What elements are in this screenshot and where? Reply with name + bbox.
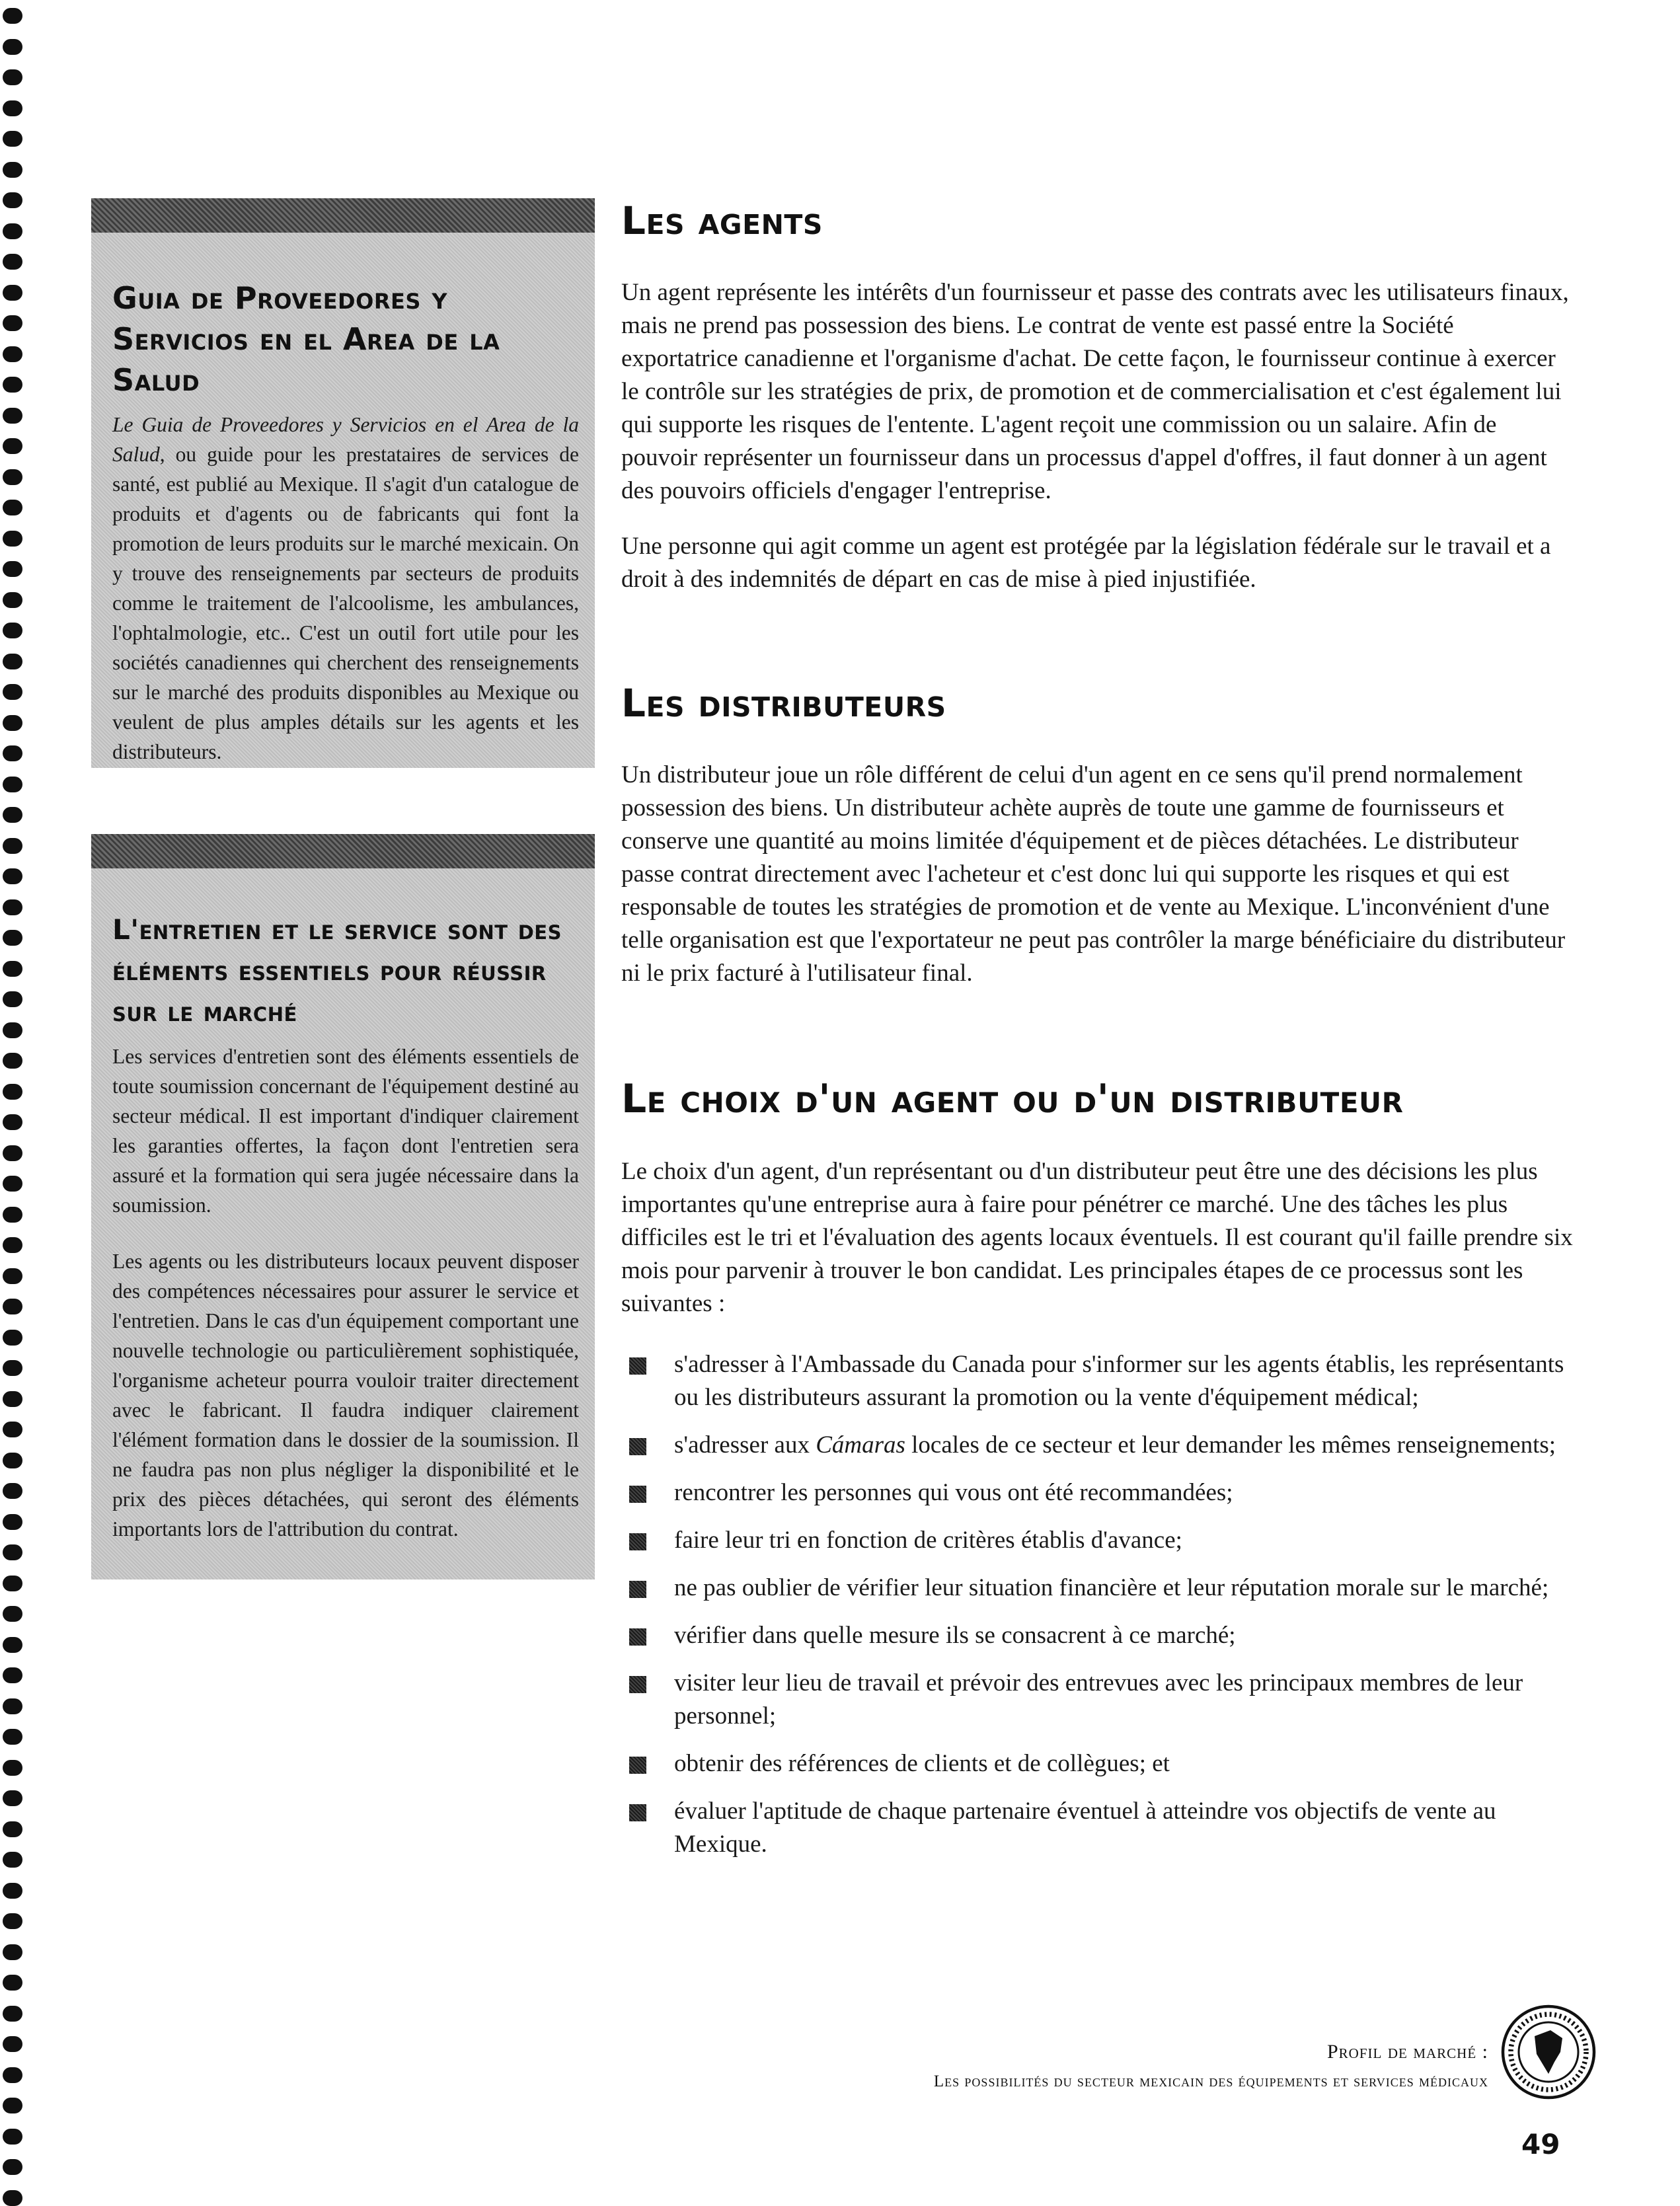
list-item-text: s'adresser aux <box>674 1431 816 1459</box>
binding-hole <box>3 223 22 239</box>
bullet-square-icon <box>629 1581 646 1598</box>
binding-hole <box>3 1268 22 1284</box>
sidebar-header-bar-2 <box>91 834 595 868</box>
binding-hole <box>3 1022 22 1038</box>
section-body-distributeurs <box>621 759 1573 990</box>
list-item <box>621 1795 1586 1861</box>
binding-hole <box>3 1637 22 1653</box>
sidebar-box-entretien <box>91 868 595 1579</box>
sidebar-paragraph: Les services d'entretien sont des éléments essentiels de toute soumission concernant de l'équipement destiné au secteur médical. Il est important d'indiquer clairement les garanties offertes, la façon dont l'entretien sera assuré et la formation qui sera jugée nécessaire dans la soumission. <box>112 1045 579 1217</box>
bullet-square-icon <box>629 1804 646 1821</box>
binding-hole <box>3 1883 22 1899</box>
binding-hole <box>3 500 22 515</box>
list-item <box>621 1619 1586 1652</box>
section-body-choix <box>621 1155 1573 1320</box>
binding-hole <box>3 1084 22 1100</box>
list-item-text: ne pas oublier de vérifier leur situation financière et leur réputation morale sur le marché; <box>674 1574 1549 1601</box>
sidebar-box-body <box>112 410 579 793</box>
sidebar-paragraph <box>112 410 579 767</box>
binding-hole <box>3 469 22 485</box>
binding-hole <box>3 1544 22 1560</box>
binding-hole <box>3 1114 22 1130</box>
footer-series-title: Profil de marché : <box>1326 2041 1488 2063</box>
binding-hole <box>3 162 22 178</box>
binding-hole <box>3 2159 22 2175</box>
sidebar-box-guia <box>91 233 595 768</box>
sidebar-header-bar-1 <box>91 198 595 233</box>
page-number: 49 <box>1521 2128 1560 2160</box>
binding-hole <box>3 1053 22 1069</box>
binding-hole <box>3 1483 22 1499</box>
list-item <box>621 1524 1586 1557</box>
list-item <box>621 1667 1586 1733</box>
binding-hole <box>3 807 22 823</box>
binding-hole <box>3 654 22 669</box>
binding-hole <box>3 899 22 915</box>
list-item <box>621 1572 1586 1605</box>
binding-hole <box>3 623 22 638</box>
binding-hole <box>3 1667 22 1683</box>
steps-list <box>621 1348 1586 1876</box>
binding-hole <box>3 2006 22 2022</box>
binding-hole <box>3 1514 22 1530</box>
binding-hole <box>3 285 22 301</box>
binding-hole <box>3 1790 22 1806</box>
north-america-seal-icon <box>1499 2002 1598 2102</box>
binding-hole <box>3 930 22 946</box>
binding-hole <box>3 1913 22 1929</box>
list-item-text: vérifier dans quelle mesure ils se consacrent à ce marché; <box>674 1622 1236 1649</box>
bullet-square-icon <box>629 1438 646 1455</box>
list-item-italic: Cámaras <box>816 1431 905 1459</box>
sidebar-box-title: L'entretien et le service sont des éléments essentiels pour réussir sur le marché <box>112 913 562 1028</box>
binding-hole <box>3 838 22 854</box>
footer-document-title: Les possibilités du secteur mexicain des équipements et services médicaux <box>933 2073 1488 2090</box>
binding-hole <box>3 1821 22 1837</box>
binding-hole <box>3 408 22 424</box>
binding-hole <box>3 254 22 270</box>
sidebar-paragraph-text: , ou guide pour les prestataires de services de santé, est publié au Mexique. Il s'agit d'un catalogue de produits et d'agents ou de fabricants qui font la promotion de leurs produits sur le marché mexicain. On y trouve des renseignements par secteurs de produits comme le traitement de l'alcoolisme, les ambulances, l'ophtalmologie, etc.. C'est un outil fort utile pour les sociétés canadiennes qui cherchent des renseignements sur le marché des produits disponibles au Mexique ou veulent de plus amples détails sur les agents et les distributeurs. <box>112 443 579 763</box>
sidebar-paragraph: Les agents ou les distributeurs locaux peuvent disposer des compétences nécessaires pour assurer le service et l'entretien. Dans le cas d'un équipement comportant une nouvelle technologie ou particulièrement sophistiquée, l'organisme acheteur pourra vouloir traiter directement avec le fabricant. Il faudra indiquer clairement l'élément formation dans le dossier de la soumission. Il ne faudra pas non plus négliger la disponibilité et le prix des pièces détachées, qui seront des éléments importants lors de l'attribution du contrat. <box>112 1250 579 1540</box>
binding-hole <box>3 100 22 116</box>
binding-hole <box>3 1760 22 1776</box>
binding-hole <box>3 69 22 85</box>
binding-hole <box>3 1360 22 1376</box>
binding-hole <box>3 684 22 700</box>
list-item-text: rencontrer les personnes qui vous ont été recommandées; <box>674 1479 1233 1506</box>
binding-hole <box>3 1576 22 1591</box>
bullet-square-icon <box>629 1486 646 1503</box>
binding-hole <box>3 561 22 577</box>
binding-hole <box>3 1453 22 1468</box>
binding-hole <box>3 1237 22 1253</box>
binding-hole <box>3 8 22 24</box>
paragraph: Une personne qui agit comme un agent est protégée par la législation fédérale sur le travail et a droit à des indemnités de départ en cas de mise à pied injustifiée. <box>621 533 1551 593</box>
binding-hole <box>3 1944 22 1960</box>
binding-hole <box>3 131 22 147</box>
sidebar-box-body <box>112 1042 579 1570</box>
binding-hole <box>3 991 22 1007</box>
binding-hole <box>3 592 22 608</box>
binding-hole <box>3 1975 22 1991</box>
binding-hole <box>3 777 22 792</box>
list-item-text: visiter leur lieu de travail et prévoir des entrevues avec les principaux membres de leur personnel; <box>674 1669 1523 1730</box>
binding-hole <box>3 1145 22 1161</box>
list-item <box>621 1348 1586 1414</box>
list-item-text: obtenir des références de clients et de collègues; et <box>674 1750 1170 1777</box>
binding-hole <box>3 715 22 731</box>
sidebar-box-title: Guia de Proveedores y Servicios en el Area de la Salud <box>112 280 500 398</box>
binding-hole <box>3 1207 22 1223</box>
list-item-text: s'adresser à l'Ambassade du Canada pour s'informer sur les agents établis, les représentants ou les distributeurs assurant la promotion ou la vente d'équipement médical; <box>674 1351 1564 1411</box>
section-heading-agents: Les agents <box>621 198 823 243</box>
binding-hole <box>3 377 22 393</box>
paragraph: Un agent représente les intérêts d'un fournisseur et passe des contrats avec les utilisateurs finaux, mais ne prend pas possession des biens. Le contrat de vente est passé entre la Société exportatrice canadienne et l'organisme d'achat. De cette façon, le fournisseur continue à exercer le contrôle sur les stratégies de prix, de promotion et de commercialisation et c'est également lui qui supporte les risques de l'entente. L'agent reçoit une commission ou un salaire. Afin de pouvoir représenter un fournisseur dans un processus d'appel d'offres, il faut donner à un agent des pouvoirs officiels d'engager l'entreprise. <box>621 279 1569 504</box>
binding-hole <box>3 1391 22 1407</box>
section-heading-choix: Le choix d'un agent ou d'un distributeur <box>621 1076 1404 1122</box>
binding-hole <box>3 39 22 55</box>
bullet-square-icon <box>629 1628 646 1646</box>
binding-hole <box>3 961 22 977</box>
bullet-square-icon <box>629 1357 646 1375</box>
binding-hole <box>3 1330 22 1346</box>
bullet-square-icon <box>629 1533 646 1550</box>
binding-hole <box>3 315 22 331</box>
section-body-agents <box>621 276 1573 596</box>
binding-hole <box>3 1422 22 1437</box>
bullet-square-icon <box>629 1757 646 1774</box>
section-heading-distributeurs: Les distributeurs <box>621 681 946 726</box>
binding-hole <box>3 1176 22 1192</box>
binding-hole <box>3 1852 22 1868</box>
list-item-text: faire leur tri en fonction de critères établis d'avance; <box>674 1527 1182 1554</box>
list-item <box>621 1747 1586 1780</box>
list-item-text: évaluer l'aptitude de chaque partenaire éventuel à atteindre vos objectifs de vente au Mexique. <box>674 1798 1496 1858</box>
paragraph: Le choix d'un agent, d'un représentant ou d'un distributeur peut être une des décisions les plus importantes qu'une entreprise aura à faire pour pénétrer ce marché. Une des tâches les plus difficiles est le tri et l'évaluation des agents locaux éventuels. Il est courant qu'il faille prendre six mois pour parvenir à trouver le bon candidat. Les principales étapes de ce processus sont les suivantes : <box>621 1158 1573 1317</box>
binding-hole <box>3 192 22 208</box>
list-item <box>621 1476 1586 1509</box>
binding-hole <box>3 745 22 761</box>
list-item-text: locales de ce secteur et leur demander les mêmes renseignements; <box>905 1431 1556 1459</box>
list-item <box>621 1429 1586 1462</box>
paragraph: Un distributeur joue un rôle différent de celui d'un agent en ce sens qu'il prend normalement possession des biens. Un distributeur achète auprès de toute une gamme de fournisseurs et conserve une quantité au moins limitée d'équipement et de pièces détachées. Le distributeur passe contrat directement avec l'acheteur et c'est donc lui qui supporte les risques et qui est responsable de toutes les stratégies de promotion et de vente au Mexique. L'inconvénient d'une telle organisation est que l'exportateur ne peut pas contrôler la marge bénéficiaire du distributeur ni le prix facturé à l'utilisateur final. <box>621 761 1566 987</box>
binding-hole <box>3 2190 22 2206</box>
bullet-square-icon <box>629 1676 646 1693</box>
binding-hole <box>3 346 22 362</box>
binding-hole <box>3 2036 22 2052</box>
binding-hole <box>3 1698 22 1714</box>
binding-hole <box>3 2067 22 2083</box>
publication-title: Le Guia de Proveedores y Servicios en el Area de la Salud <box>112 413 579 466</box>
binding-hole <box>3 1299 22 1314</box>
binding-hole <box>3 438 22 454</box>
binding-hole <box>3 1606 22 1622</box>
binding-hole <box>3 2098 22 2113</box>
binding-hole <box>3 1729 22 1745</box>
binding-hole <box>3 2129 22 2145</box>
binding-hole <box>3 868 22 884</box>
binding-hole <box>3 531 22 547</box>
binding-holes <box>0 0 26 2200</box>
